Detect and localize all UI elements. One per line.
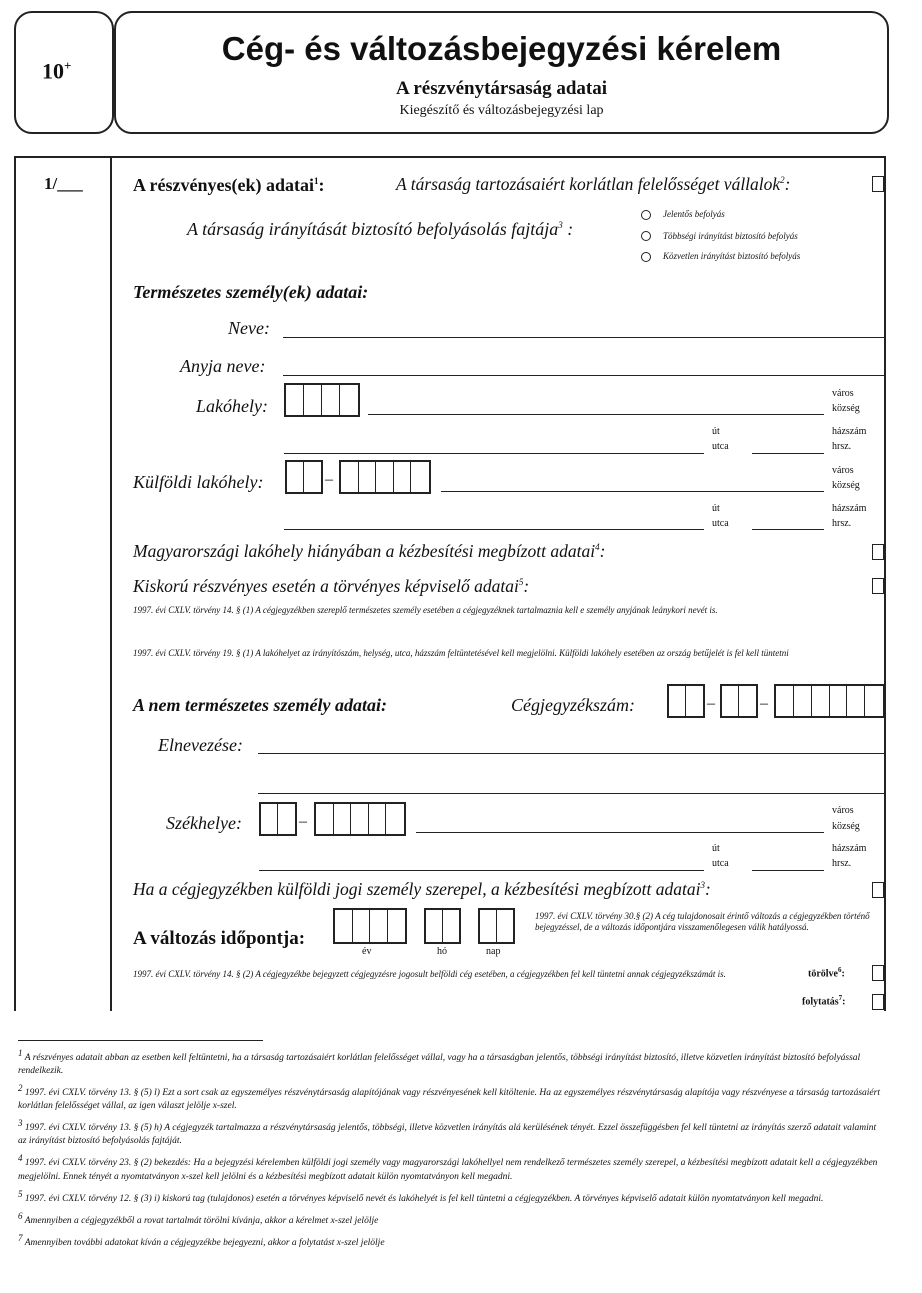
note-residence: 1997. évi CXLV. törvény 19. § (1) A lakóhelyet az irányítószám, helység, utca, házszám feltüntetésével kell megjelölni. Külföldi lakóhely esetében az ország betűjelét is fel kell tüntetni — [133, 648, 789, 658]
foreign-lot-label: hrsz. — [832, 518, 852, 529]
footnote-1-text: A részvényes adatait abban az esetben kell feltüntetni, ha a társaság tartozásaiért korlátlan felelősséget vállal, vagy ha a társaságban jelentős, többségi irányítást biztosító, illetve közvetlen irányítást biztosító befolyással rendelkezik. — [18, 1053, 861, 1077]
seat-country-cells[interactable] — [259, 802, 297, 836]
footnote-5-text: 1997. évi CXLV. törvény 12. § (3) i) kiskorú tag (tulajdonos) esetén a törvényes képviselő nevét és lakóhelyét is fel kell tüntetni a cégjegyzékben. A törvényes képviselő adatait külön nyomtatványon kell megadni. — [24, 1193, 824, 1204]
influence-radio-direct[interactable] — [641, 252, 651, 262]
seat-village-label: község — [832, 821, 860, 832]
residence-road-label: út — [712, 426, 720, 437]
seat-street-field[interactable] — [259, 870, 704, 871]
seat-road-label: út — [712, 843, 720, 854]
mother-name-label: Anyja neve: — [180, 356, 266, 376]
foreign-dash: – — [325, 471, 333, 488]
continuation-checkbox[interactable] — [872, 994, 884, 1010]
company-name-field[interactable] — [258, 753, 885, 754]
unlimited-liability-text: A társaság tartozásaiért korlátlan felelősséget vállalok — [396, 174, 781, 194]
residence-village-label: község — [832, 403, 860, 414]
change-year-cells[interactable] — [333, 908, 407, 944]
change-note: 1997. évi CXLV. törvény 30.§ (2) A cég tulajdonosait érintő változás a cégjegyzékben történő bejegyzéssel, de a változás időpontjára visszamenőlegesen válik hatályossá. — [535, 911, 870, 932]
deleted-text: törölve — [808, 968, 838, 980]
page-subtitle: A részvénytársaság adatai — [395, 78, 608, 99]
reg-number-serial-cells[interactable] — [774, 684, 885, 718]
foreign-company-note: 1997. évi CXLV. törvény 14. § (2) A cégjegyzékbe bejegyzett cégjegyzésre jogosult belföldi cég esetében, a cégjegyzékben fel kell tüntetni annak cégjegyzékszámát is. — [133, 969, 726, 979]
form-number-value: 10 — [42, 58, 64, 84]
minor-text: Kiskorú részvényes esetén a törvényes képviselő adatai — [133, 576, 519, 596]
seat-dash: – — [299, 813, 307, 830]
foreign-city-label: város — [832, 465, 854, 476]
minor-label: Kiskorú részvényes esetén a törvényes képviselő adatai$^5$: — [133, 576, 530, 596]
row-number-frame — [14, 156, 112, 1011]
footnote-3 — [18, 1117, 886, 1148]
foreign-legal-text: Ha a cégjegyzékben külföldi jogi személy szerepel, a kézbesítési megbízott adatai — [133, 879, 701, 899]
footnote-3-num: 3 — [18, 1118, 23, 1129]
continuation-label: folytatás$^7$: — [802, 994, 846, 1008]
note-mother-name: 1997. évi CXLV. törvény 14. § (1) A cégjegyzékben szereplő természetes személy esetében a cégjegyzéknek tartalmaznia kell e személy anyjának leánykori nevét is. — [133, 605, 718, 615]
seat-lot-label: hrsz. — [832, 858, 852, 869]
footnote-7 — [18, 1232, 886, 1250]
reg-number-court-cells[interactable] — [667, 684, 705, 718]
residence-postcode-cells[interactable] — [284, 383, 360, 417]
residence-street-field[interactable] — [284, 453, 704, 454]
page-subsubtitle: Kiegészítő és változásbejegyzési lap — [399, 103, 604, 118]
seat-label: Székhelye: — [166, 813, 242, 833]
footnote-2 — [18, 1082, 886, 1113]
residence-city-field[interactable] — [368, 414, 824, 415]
unlimited-liability-checkbox[interactable] — [872, 176, 884, 192]
residence-lot-label: hrsz. — [832, 441, 852, 452]
continuation-text: folytatás — [802, 996, 839, 1008]
legal-person-heading: A nem természetes személy adatai: — [133, 695, 387, 715]
residence-city-label: város — [832, 388, 854, 399]
seat-city-field[interactable] — [416, 832, 824, 833]
footnote-4-text: 1997. évi CXLV. törvény 23. § (2) bekezdés: Ha a bejegyzési kérelemben külföldi jogi személy vagy magyarországi lakóhellyel nem rendelkező természetes személy szerepel, a kézbesítési megbízott adatait kell a cégjegyzékben megjelölni. Ennek tényét a nyomtatványon x-szel kell jelölni és a kézbesítési megbízott adatait külön nyomtatványon kell megadni. — [18, 1158, 878, 1182]
foreign-legal-checkbox[interactable] — [872, 882, 884, 898]
unlimited-liability-sup: 2 — [780, 175, 785, 186]
unlimited-liability-label: A társaság tartozásaiért korlátlan felelősséget vállalok$^2$: — [396, 174, 791, 194]
influence-option-significant: Jelentős befolyás — [663, 209, 725, 219]
influence-radio-majority[interactable] — [641, 231, 651, 241]
footnote-6 — [18, 1210, 886, 1228]
minor-checkbox[interactable] — [872, 578, 884, 594]
foreign-road-label: út — [712, 503, 720, 514]
influence-option-direct: Közvetlen irányítást biztosító befolyás — [663, 251, 801, 261]
deleted-label: törölve$^6$: — [808, 966, 845, 980]
delivery-agent-checkbox[interactable] — [872, 544, 884, 560]
form-number — [42, 58, 71, 84]
footnote-4-num: 4 — [18, 1153, 23, 1164]
shareholder-heading-sup: 1 — [313, 176, 319, 186]
foreign-city-field[interactable] — [441, 491, 824, 492]
delivery-agent-text: Magyarországi lakóhely hiányában a kézbesítési megbízott adatai — [133, 541, 596, 561]
footnote-1-num: 1 — [18, 1048, 23, 1058]
footnote-6-text: Amennyiben a cégjegyzékből a rovat tartalmát törölni kívánja, akkor a kérelmet x-szel jelölje — [24, 1215, 379, 1226]
foreign-house-field[interactable] — [752, 529, 824, 530]
foreign-country-cells[interactable] — [285, 460, 323, 494]
footnote-7-text: Amennyiben további adatokat kíván a cégjegyzékbe bejegyezni, akkor a folytatást x-szel jelölje — [24, 1238, 385, 1249]
foreign-village-label: község — [832, 480, 860, 491]
row-number[interactable]: 1/___ — [44, 174, 83, 193]
continuation-sup: 7 — [838, 994, 843, 1002]
residence-house-label: házszám — [832, 426, 867, 437]
influence-label: A társaság irányítását biztosító befolyásolás fajtája$^3$ : — [187, 219, 574, 239]
influence-radio-significant[interactable] — [641, 210, 651, 220]
deleted-sup: 6 — [838, 966, 842, 974]
footnote-5 — [18, 1188, 886, 1206]
footnote-2-num: 2 — [18, 1083, 23, 1094]
influence-sup: 3 — [558, 220, 563, 230]
footnote-1 — [18, 1047, 886, 1078]
footnotes — [18, 1047, 886, 1250]
shareholder-heading: A részvényes(ek) adatai$^1$: — [133, 175, 325, 195]
day-label: nap — [486, 946, 501, 957]
foreign-legal-label: Ha a cégjegyzékben külföldi jogi személy szerepel, a kézbesítési megbízott adatai$^3$: — [133, 879, 711, 899]
change-day-cells[interactable] — [478, 908, 515, 944]
footnote-6-num: 6 — [18, 1210, 23, 1221]
reg-dash-2: – — [760, 695, 768, 712]
footnote-separator — [18, 1040, 263, 1041]
natural-person-heading: Természetes személy(ek) adatai: — [133, 282, 369, 302]
footnote-5-num: 5 — [18, 1188, 23, 1199]
delivery-agent-sup: 4 — [595, 542, 600, 553]
footnote-7-num: 7 — [18, 1232, 23, 1243]
foreign-house-label: házszám — [832, 503, 867, 514]
delivery-agent-label: Magyarországi lakóhely hiányában a kézbesítési megbízott adatai$^4$: — [133, 541, 606, 561]
reg-number-label: Cégjegyzékszám: — [511, 695, 635, 715]
name-label: Neve: — [228, 318, 270, 338]
page-title: Cég- és változásbejegyzési kérelem — [221, 30, 782, 67]
seat-street-label: utca — [712, 858, 729, 869]
name-field[interactable] — [283, 337, 885, 338]
footnote-2-text: 1997. évi CXLV. törvény 13. § (5) l) Ezt a sort csak az egyszemélyes részvénytársaság alapítójának vagy részvényesének kell kitöltenie. Ha az egyszemélyes részvénytársaság alapítója vagy részvényese a társaság tartozásaiért korlátlan felelősséget vállal, az igen választ jelölje x-szel. — [18, 1088, 880, 1112]
foreign-street-field[interactable] — [284, 529, 704, 530]
residence-house-field[interactable] — [752, 453, 824, 454]
reg-number-type-cells[interactable] — [720, 684, 758, 718]
year-label: év — [362, 946, 372, 957]
foreign-street-label: utca — [712, 518, 729, 529]
seat-city-label: város — [832, 805, 854, 816]
footnote-3-text: 1997. évi CXLV. törvény 13. § (5) h) A cégjegyzék tartalmazza a részvénytársaság jelentős, többségi, illetve közvetlen irányítás alá kerülésének tényét. Ezzel összefüggésben fel kell tüntetni az irányítás szerző adatait valamint az irányítást biztosító befolyásolás fajtáját. — [18, 1123, 877, 1147]
influence-option-majority: Többségi irányítást biztosító befolyás — [663, 231, 798, 241]
seat-house-label: házszám — [832, 843, 867, 854]
shareholder-heading-text: A részvényes(ek) adatai — [133, 175, 314, 195]
residence-street-label: utca — [712, 441, 729, 452]
foreign-legal-sup: 3 — [700, 880, 705, 891]
footnote-4 — [18, 1152, 886, 1183]
residence-label: Lakóhely: — [196, 396, 268, 416]
change-date-label: A változás időpontja: — [133, 928, 306, 949]
month-label: hó — [437, 946, 447, 957]
foreign-postcode-cells[interactable] — [339, 460, 431, 494]
foreign-residence-label: Külföldi lakóhely: — [133, 472, 264, 492]
minor-sup: 5 — [518, 577, 524, 588]
reg-dash-1: – — [707, 695, 715, 712]
form-number-sup: + — [64, 58, 72, 73]
seat-house-field[interactable] — [752, 870, 824, 871]
company-name-field-2[interactable] — [258, 793, 885, 794]
change-month-cells[interactable] — [424, 908, 461, 944]
influence-label-text: A társaság irányítását biztosító befolyásolás fajtája — [187, 219, 559, 239]
company-name-label: Elnevezése: — [158, 735, 243, 755]
deleted-checkbox[interactable] — [872, 965, 884, 981]
seat-postcode-cells[interactable] — [314, 802, 406, 836]
mother-name-field[interactable] — [283, 375, 885, 376]
